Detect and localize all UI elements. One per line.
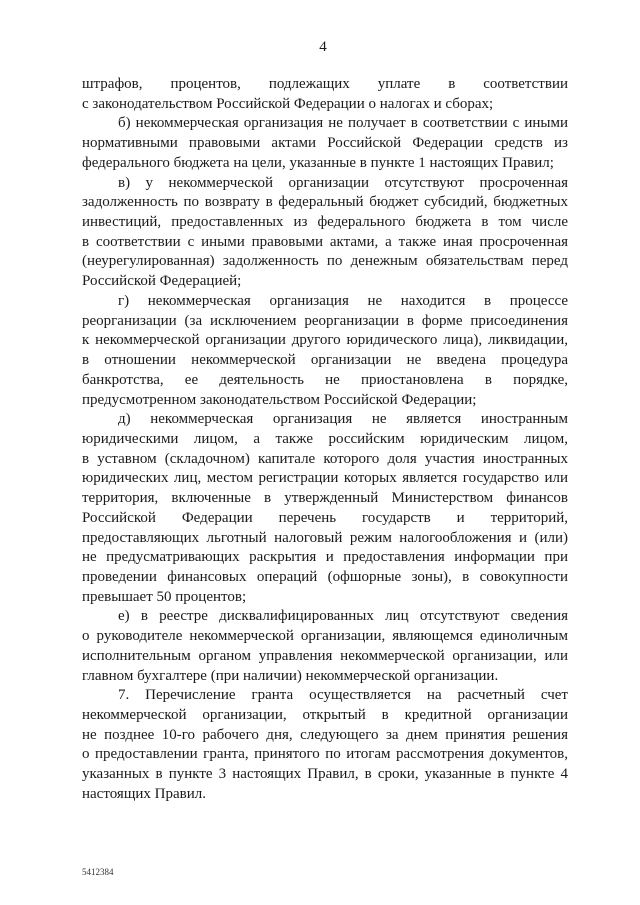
paragraph-7 [82,686,568,804]
text-line: некоммерческой организации, открытый в кредитной организации [82,707,568,723]
text-line: исполнительным органом управления некоммерческой организации, или [82,647,568,664]
text-line: нормативными правовыми актами Российской Федерации средств из [82,135,568,152]
document-code: 5412384 [82,867,114,877]
text-line: не предусматривающих раскрытия и предоставления информации при [82,549,568,566]
text-line: не позднее 10-го рабочего дня, следующего за днем принятия решения [82,726,568,743]
text-line: инвестиций, предоставленных из федерального бюджета в том числе [82,214,568,231]
clause-d [82,410,568,607]
text-line: банкротства, ее деятельность не приостановлена в порядке, [82,371,568,388]
text-line: д) некоммерческая организация не является иностранным [118,411,568,428]
text-line: территория, включенные в утвержденный Министерством финансов [82,490,568,507]
text-line: главном бухгалтере (при наличии) некоммерческой организации. [82,667,499,684]
text-line: (неурегулированная) задолженность по денежным обязательствам перед [82,253,568,270]
text-line: штрафов, процентов, подлежащих уплате в соответствии [82,76,568,92]
text-line: юридическими лицом, а также российским юридическим лицом, [82,430,568,447]
clause-g [82,292,568,410]
text-line: о руководителе некоммерческой организации, являющемся единоличным [82,628,568,645]
clause-v [82,174,568,292]
text-line: Российской Федерации перечень государств и территорий, [82,509,568,526]
text-line: о предоставлении гранта, принятого по итогам рассмотрения документов, [82,746,568,763]
clause-e [82,607,568,686]
text-line: в соответствии с иными правовыми актами, а также иная просроченная [82,233,568,250]
text-line: в отношении некоммерческой организации не введена процедура [82,352,568,369]
clause-b [82,114,568,173]
text-line: реорганизации (за исключением реорганизации в форме присоединения [82,312,568,329]
text-line: проведении финансовых операций (офшорные зоны), в совокупности [82,568,568,585]
text-line: задолженность по возврату в федеральный бюджет субсидий, бюджетных [82,194,568,211]
text-line: в уставном (складочном) капитале которого доля участия иностранных [82,450,568,467]
text-line: превышает 50 процентов; [82,588,247,605]
text-line: указанных в пункте 3 настоящих Правил, в сроки, указанные в пункте 4 [82,766,568,783]
page-number: 4 [319,39,327,55]
text-line: федерального бюджета на цели, указанные в пункте 1 настоящих Правил; [82,154,554,171]
text-line: в) у некоммерческой организации отсутствуют просроченная [118,174,568,191]
text-line: е) в реестре дисквалифицированных лиц отсутствуют сведения [118,608,568,625]
text-line: Российской Федерацией; [82,273,242,290]
text-line: б) некоммерческая организация не получает в соответствии с иными [118,115,568,132]
text-line: г) некоммерческая организация не находится в процессе [118,292,568,309]
text-line: юридических лиц, местом регистрации которых является государство или [82,470,568,487]
text-line: настоящих Правил. [82,785,206,802]
document-body [82,75,568,805]
text-line: 7. Перечисление гранта осуществляется на расчетный счет [118,687,568,704]
text-line: с законодательством Российской Федерации о налогах и сборах; [82,95,494,112]
text-line: предоставляющих льготный налоговый режим налогообложения и (или) [82,529,568,546]
text-line: предусмотренном законодательством Российской Федерации; [82,391,477,408]
paragraph-continuation [82,75,568,114]
text-line: к некоммерческой организации другого юридического лица), ликвидации, [82,332,568,349]
